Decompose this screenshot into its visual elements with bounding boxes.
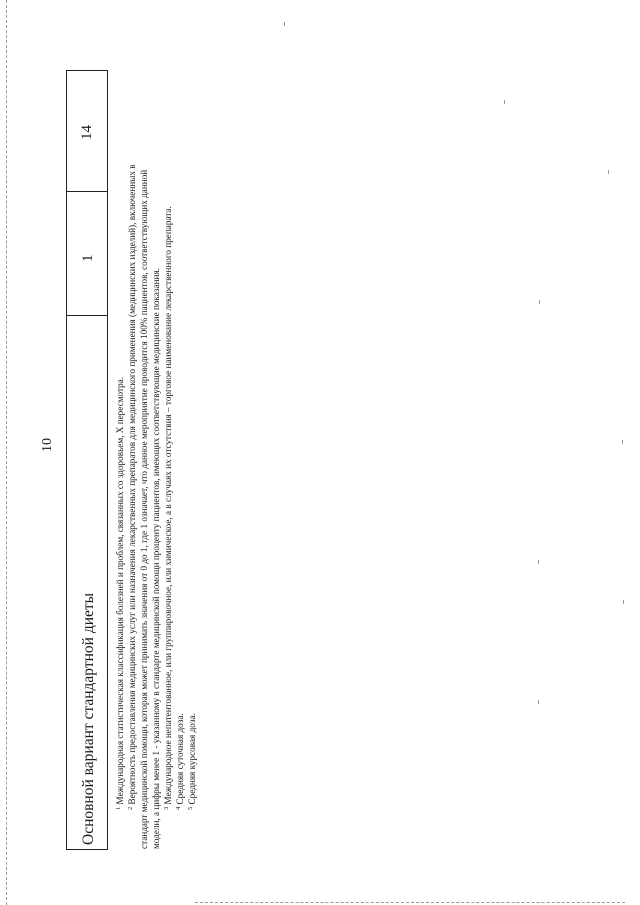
scan-speck	[623, 600, 624, 604]
footnote: $^1$ Международная статистическая классификация болезней и проблем, связанных со здоровьем, X пересмотра.	[115, 376, 125, 810]
table-divider	[67, 191, 107, 192]
footnote: $^4$ Средняя суточная доза.	[175, 713, 185, 810]
scan-speck	[504, 100, 505, 104]
table-divider	[67, 315, 107, 316]
table-row-title: Основной вариант стандартной диеты	[80, 592, 97, 845]
footnote-continuation: стандарт медицинской помощи, которая может принимать значения от 0 до 1, где 1 означает, что данное мероприятие проводится 100% пациентов, соответствующих данной	[139, 169, 149, 849]
page-edge-bottom	[195, 902, 625, 903]
footnote: $^5$ Средняя курсовая доза.	[187, 713, 197, 810]
footnote: $^2$ Вероятность предоставления медицинских услуг или назначения лекарственных препаратов для медицинского применения (медицинских изделий), включенных в	[127, 164, 137, 810]
table-cell-value: 1	[80, 254, 96, 262]
footnote-continuation: модели, а цифры менее 1 - указанному в стандарте медицинской помощи проценту пациентов, имеющих соответствующие медицинские показания.	[151, 268, 161, 849]
page-edge-left	[6, 0, 7, 905]
scan-speck	[538, 700, 539, 704]
scan-speck	[284, 22, 285, 26]
footnote: $^3$ Международное непатентованное, или группировочное, или химическое, а в случаях их отсутствия – торговое наименование лекарственного препарата.	[163, 206, 173, 810]
scan-speck	[608, 170, 609, 174]
page-number: 10	[40, 438, 55, 452]
scan-speck	[622, 440, 623, 444]
scan-speck	[539, 300, 540, 304]
table-cell-value: 14	[79, 125, 95, 140]
scan-speck	[538, 560, 539, 564]
